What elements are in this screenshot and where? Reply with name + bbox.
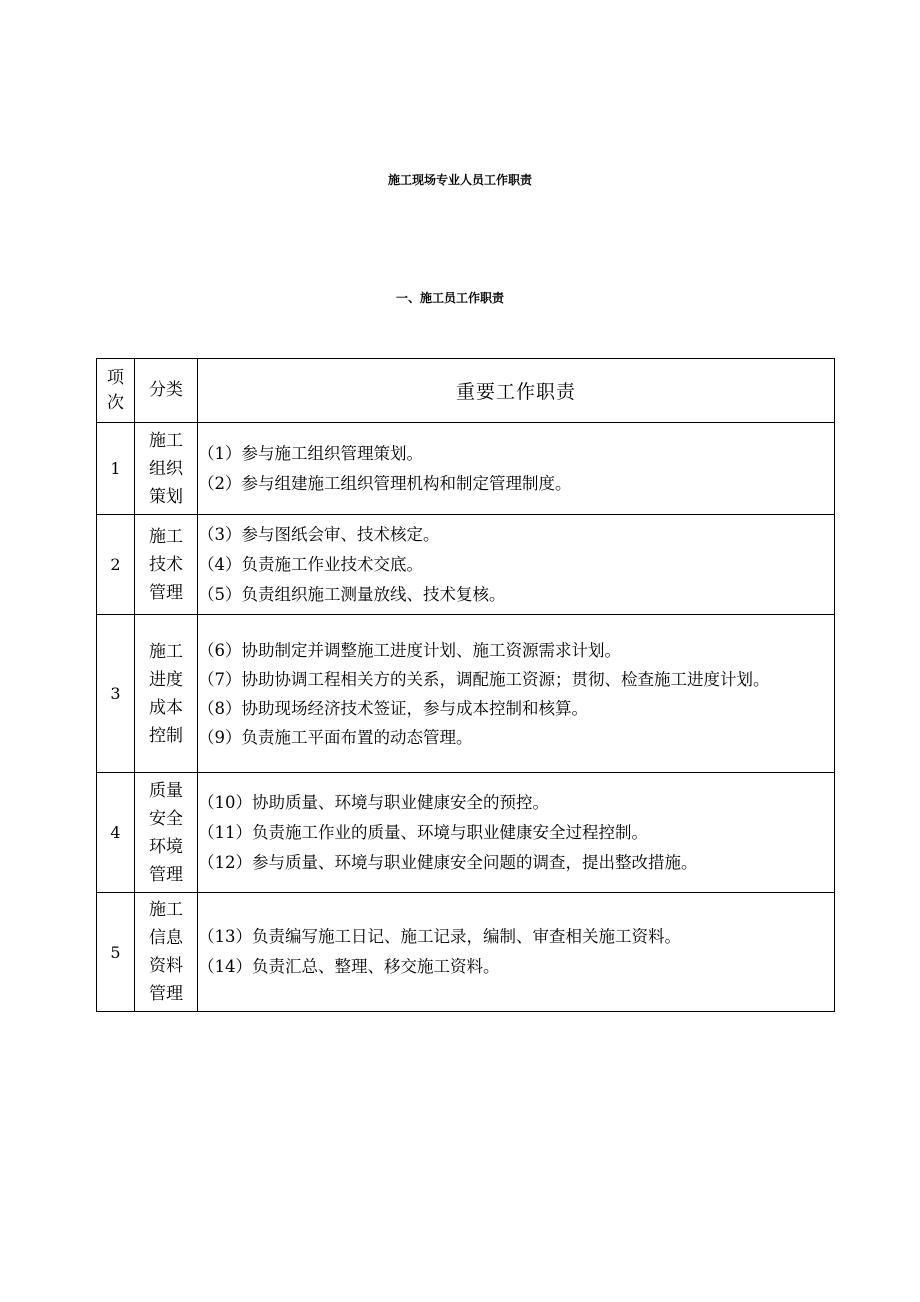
table-row (97, 773, 835, 893)
category-line: 控制 (149, 725, 183, 746)
category-line: 环境 (149, 836, 183, 857)
row-number: 1 (97, 423, 135, 515)
row-number: 2 (97, 515, 135, 615)
duty-item: （14）负责汇总、整理、移交施工资料。 (198, 957, 500, 976)
category-line: 成本 (149, 697, 183, 718)
document-title: 施工现场专业人员工作职责 (387, 173, 532, 187)
header-duties: 重要工作职责 (198, 359, 835, 423)
row-number: 4 (97, 773, 135, 893)
header-item-number-line1: 项 (107, 367, 124, 388)
duty-item: （12）参与质量、环境与职业健康安全问题的调查，提出整改措施。 (198, 852, 698, 872)
category-line: 组织 (149, 458, 183, 479)
row-duties (198, 515, 835, 615)
row-category (135, 893, 198, 1012)
duty-item: （7）协助协调工程相关方的关系，调配施工资源；贯彻、检查施工进度计划。 (198, 669, 770, 689)
duty-item: （5）负责组织施工测量放线、技术复核。 (198, 584, 506, 604)
category-line: 资料 (149, 956, 183, 976)
header-item-number (97, 359, 135, 423)
category-line: 管理 (149, 984, 183, 1004)
category-line: 施工 (149, 900, 183, 920)
duty-item: （4）负责施工作业技术交底。 (198, 554, 423, 574)
category-line: 施工 (149, 526, 183, 547)
duty-item: （8）协助现场经济技术签证，参与成本控制和核算。 (198, 698, 588, 718)
row-category (135, 423, 198, 515)
section-title: 一、施工员工作职责 (395, 291, 504, 305)
row-number: 5 (97, 893, 135, 1012)
row-category (135, 515, 198, 615)
category-line: 策划 (149, 486, 183, 507)
row-number: 3 (97, 615, 135, 773)
row-duties (198, 423, 835, 515)
table-row (97, 615, 835, 773)
duty-item: （13）负责编写施工日记、施工记录，编制、审查相关施工资料。 (198, 927, 681, 946)
row-duties (198, 773, 835, 893)
duty-item: （10）协助质量、环境与职业健康安全的预控。 (198, 792, 549, 812)
duty-table (96, 358, 835, 1012)
row-duties (198, 615, 835, 773)
category-line: 施工 (149, 641, 183, 662)
duty-item: （2）参与组建施工组织管理机构和制定管理制度。 (198, 473, 572, 493)
row-duties (198, 893, 835, 1012)
row-category (135, 615, 198, 773)
category-line: 进度 (149, 669, 183, 690)
category-line: 质量 (149, 780, 183, 801)
table-row (97, 423, 835, 515)
table-header-row (97, 359, 835, 423)
category-line: 管理 (149, 864, 183, 885)
row-category (135, 773, 198, 893)
category-line: 技术 (149, 554, 183, 575)
category-line: 施工 (149, 430, 183, 451)
duty-item: （11）负责施工作业的质量、环境与职业健康安全过程控制。 (198, 822, 648, 842)
category-line: 管理 (149, 582, 183, 603)
table-row (97, 893, 835, 1012)
duty-item: （1）参与施工组织管理策划。 (198, 443, 423, 463)
category-line: 信息 (149, 928, 183, 948)
header-item-number-line2: 次 (107, 392, 124, 413)
duty-item: （6）协助制定并调整施工进度计划、施工资源需求计划。 (198, 640, 621, 660)
duty-item: （3）参与图纸会审、技术核定。 (198, 524, 440, 544)
duty-item: （9）负责施工平面布置的动态管理。 (198, 727, 473, 747)
category-line: 安全 (149, 808, 183, 829)
table-row (97, 515, 835, 615)
header-category: 分类 (135, 359, 198, 423)
